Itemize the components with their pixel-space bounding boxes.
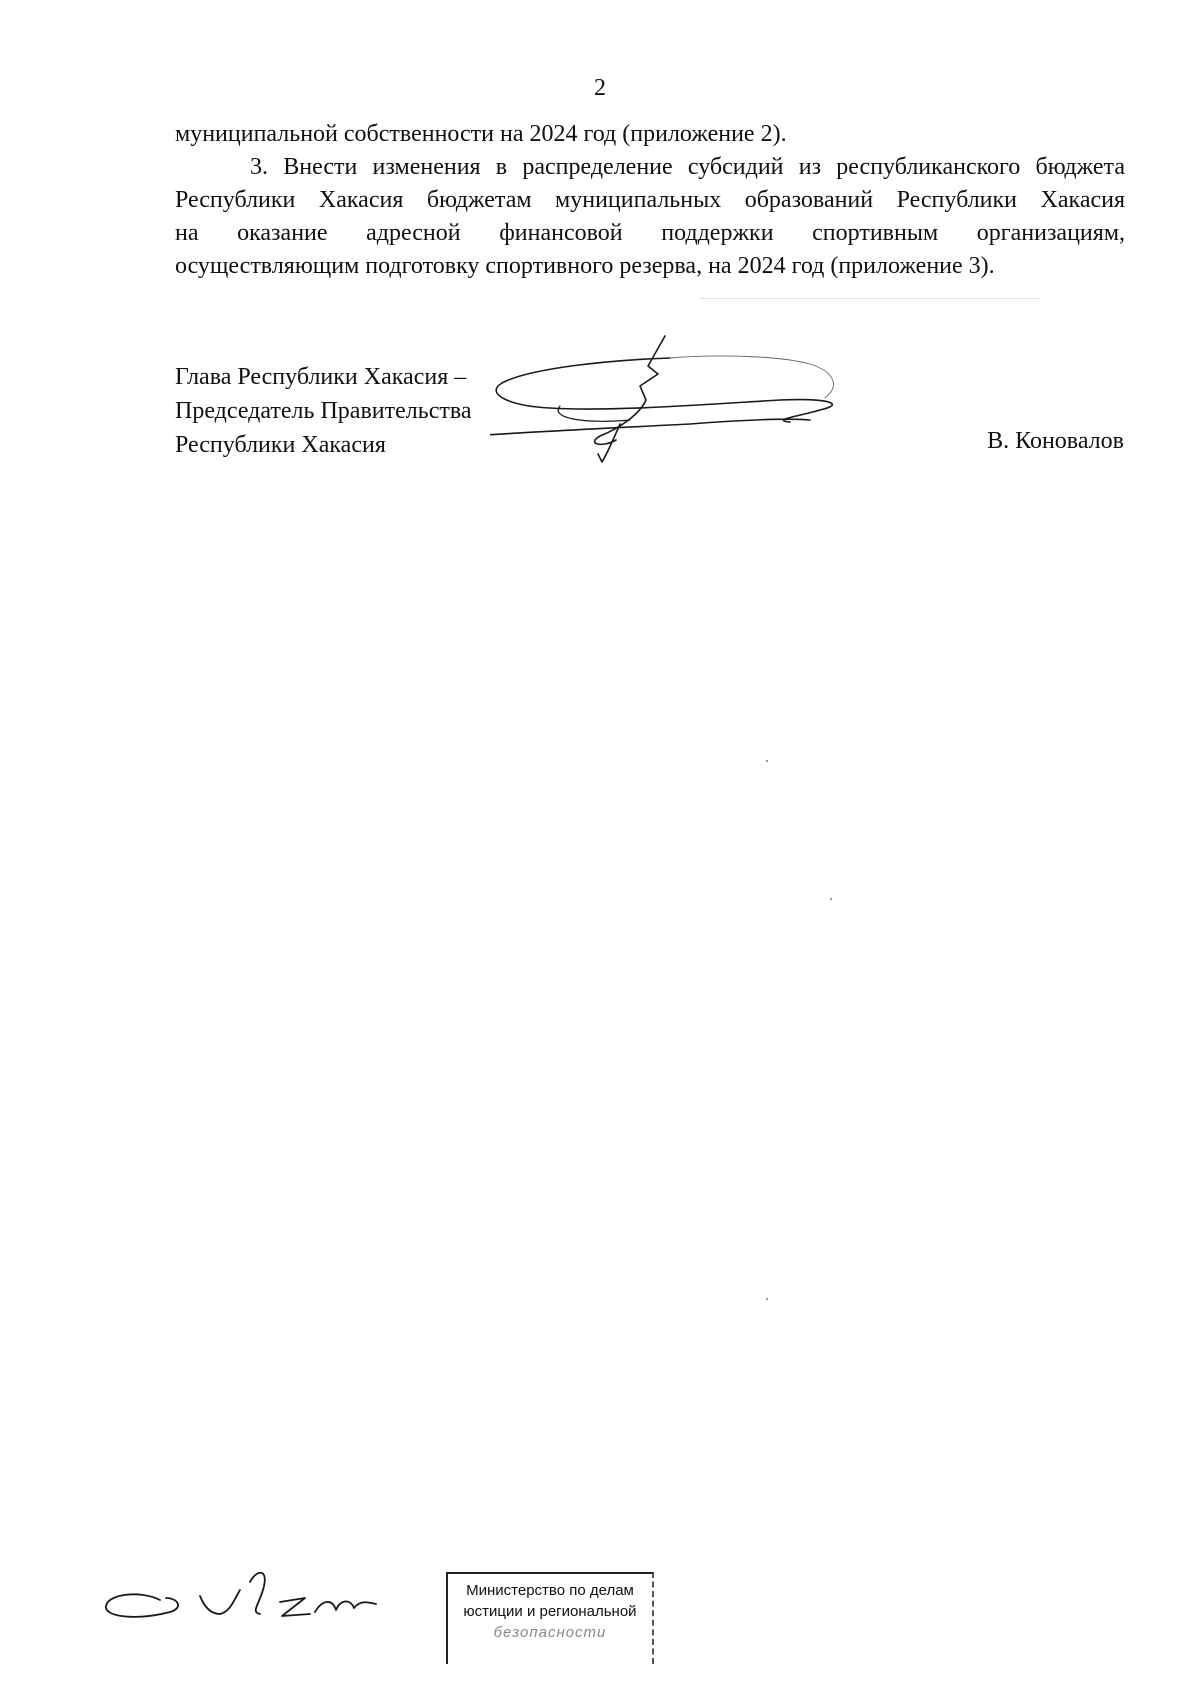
paragraph-3-line-4: осуществляющим подготовку спортивного резерва, на 2024 год (приложение 3). [175, 253, 995, 279]
scan-artifact-dot [766, 1298, 768, 1300]
stamp-line-1: Министерство по делам [466, 1582, 634, 1599]
signer-title-line-1: Глава Республики Хакасия – [175, 364, 467, 390]
signer-title-line-2: Председатель Правительства [175, 398, 472, 424]
signer-title [175, 360, 472, 462]
ministry-stamp [446, 1572, 654, 1664]
stamp-line-3: безопасности [493, 1624, 607, 1641]
scan-artifact-dot [830, 898, 832, 900]
paragraph-3-line-3: на оказание адресной финансовой поддержки спортивным организациям, [175, 220, 1125, 246]
paragraph-2-continuation: муниципальной собственности на 2024 год (приложение 2). [175, 121, 787, 147]
scan-artifact-line [700, 298, 1040, 299]
signer-name: В. Коновалов [987, 428, 1124, 454]
page-number: 2 [594, 75, 606, 101]
document-body [175, 118, 1125, 283]
paragraph-3-line-1: 3. Внести изменения в распределение субсидий из республиканского бюджета [250, 154, 1125, 180]
signer-title-line-3: Республики Хакасия [175, 432, 386, 458]
approval-initials-signature [100, 1560, 410, 1650]
stamp-line-2: юстиции и региональной [463, 1603, 637, 1620]
scan-artifact-dot [766, 760, 768, 762]
handwritten-signature [490, 328, 920, 508]
paragraph-3-line-2: Республики Хакасия бюджетам муниципальных образований Республики Хакасия [175, 187, 1125, 213]
